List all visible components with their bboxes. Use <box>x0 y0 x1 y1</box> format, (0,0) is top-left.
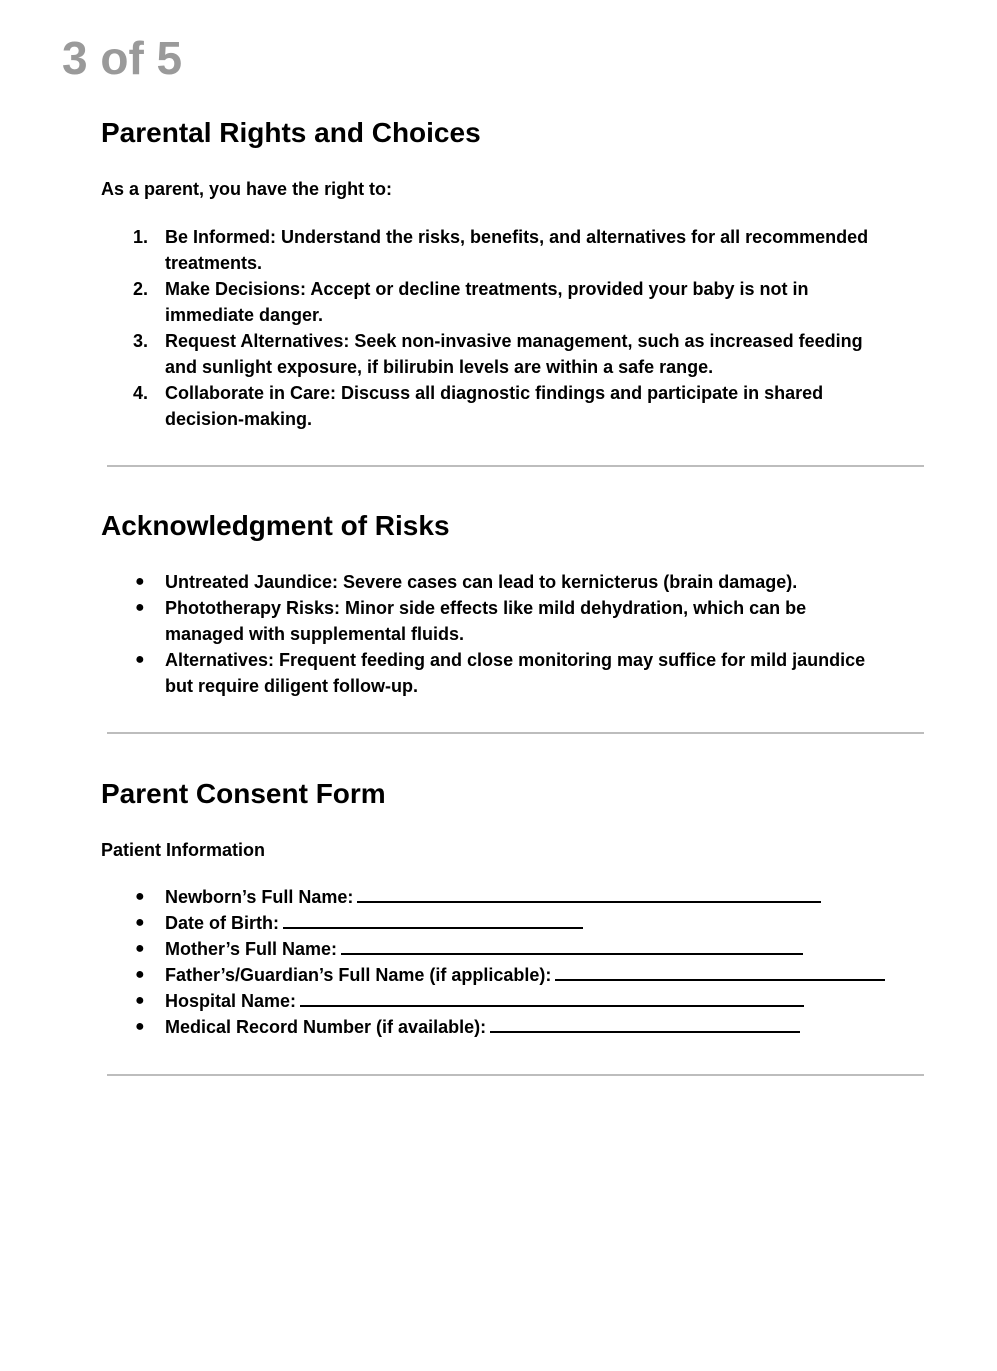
patient-info-subheading: Patient Information <box>101 840 266 860</box>
list-item-text: Be Informed: Understand the risks, benefits, and alternatives for all recommended <box>165 227 869 247</box>
form-field-date-of-birth <box>101 910 931 936</box>
form-field-mother-name <box>101 936 931 962</box>
list-item-text: Make Decisions: Accept or decline treatments, provided your baby is not in <box>165 279 809 299</box>
list-number: 2. <box>133 279 149 299</box>
risks-section-title: Acknowledgment of Risks <box>101 510 450 541</box>
section-divider <box>107 1074 924 1076</box>
list-item-text: Alternatives: Frequent feeding and close monitoring may suffice for mild jaundice <box>165 650 866 670</box>
bullet-icon: ● <box>135 599 145 616</box>
rights-list-item <box>101 380 931 432</box>
rights-intro: As a parent, you have the right to: <box>101 179 393 199</box>
bullet-icon: ● <box>135 914 145 931</box>
father-guardian-name-blank-line[interactable] <box>555 962 885 981</box>
page-indicator: 3 of 5 <box>62 32 183 84</box>
form-field-hospital-name <box>101 988 931 1014</box>
list-number: 3. <box>133 331 149 351</box>
rights-list-item <box>101 328 931 380</box>
form-field-father-guardian-name <box>101 962 931 988</box>
section-divider <box>107 732 924 734</box>
field-label: Medical Record Number (if available): <box>165 1017 487 1037</box>
section-divider <box>107 465 924 467</box>
patient-info-fields <box>101 884 931 1040</box>
field-label: Hospital Name: <box>165 991 297 1011</box>
bullet-icon: ● <box>135 888 145 905</box>
bullet-icon: ● <box>135 992 145 1009</box>
medical-record-number-blank-line[interactable] <box>490 1014 800 1033</box>
list-item-text-continued: treatments. <box>165 253 263 273</box>
list-item-text: Phototherapy Risks: Minor side effects like mild dehydration, which can be <box>165 598 807 618</box>
field-label: Mother’s Full Name: <box>165 939 338 959</box>
list-item-text-continued: immediate danger. <box>165 305 324 325</box>
bullet-icon: ● <box>135 1018 145 1035</box>
form-field-newborn-name <box>101 884 931 910</box>
form-field-medical-record-number <box>101 1014 931 1040</box>
date-of-birth-blank-line[interactable] <box>283 910 583 929</box>
list-number: 4. <box>133 383 149 403</box>
field-label: Father’s/Guardian’s Full Name (if applicable): <box>165 965 552 985</box>
hospital-name-blank-line[interactable] <box>300 988 804 1007</box>
field-label: Newborn’s Full Name: <box>165 887 354 907</box>
rights-section-title: Parental Rights and Choices <box>101 117 481 148</box>
risks-list-item <box>101 647 931 699</box>
bullet-icon: ● <box>135 966 145 983</box>
newborn-name-blank-line[interactable] <box>357 884 821 903</box>
bullet-icon: ● <box>135 940 145 957</box>
rights-list-item <box>101 224 931 276</box>
list-item-text: Untreated Jaundice: Severe cases can lead to kernicterus (brain damage). <box>165 572 798 592</box>
risks-list-item <box>101 569 931 595</box>
list-item-text-continued: decision-making. <box>165 409 313 429</box>
list-item-text-continued: but require diligent follow-up. <box>165 676 418 696</box>
risks-list <box>101 569 931 699</box>
consent-section-title: Parent Consent Form <box>101 778 386 809</box>
list-item-text-continued: and sunlight exposure, if bilirubin levels are within a safe range. <box>165 357 714 377</box>
list-item-text-continued: managed with supplemental fluids. <box>165 624 465 644</box>
list-item-text: Collaborate in Care: Discuss all diagnostic findings and participate in shared <box>165 383 824 403</box>
field-label: Date of Birth: <box>165 913 279 933</box>
list-number: 1. <box>133 227 149 247</box>
bullet-icon: ● <box>135 651 145 668</box>
risks-list-item <box>101 595 931 647</box>
rights-list <box>101 224 931 432</box>
mother-name-blank-line[interactable] <box>341 936 803 955</box>
list-item-text: Request Alternatives: Seek non-invasive management, such as increased feeding <box>165 331 863 351</box>
rights-list-item <box>101 276 931 328</box>
bullet-icon: ● <box>135 573 145 590</box>
